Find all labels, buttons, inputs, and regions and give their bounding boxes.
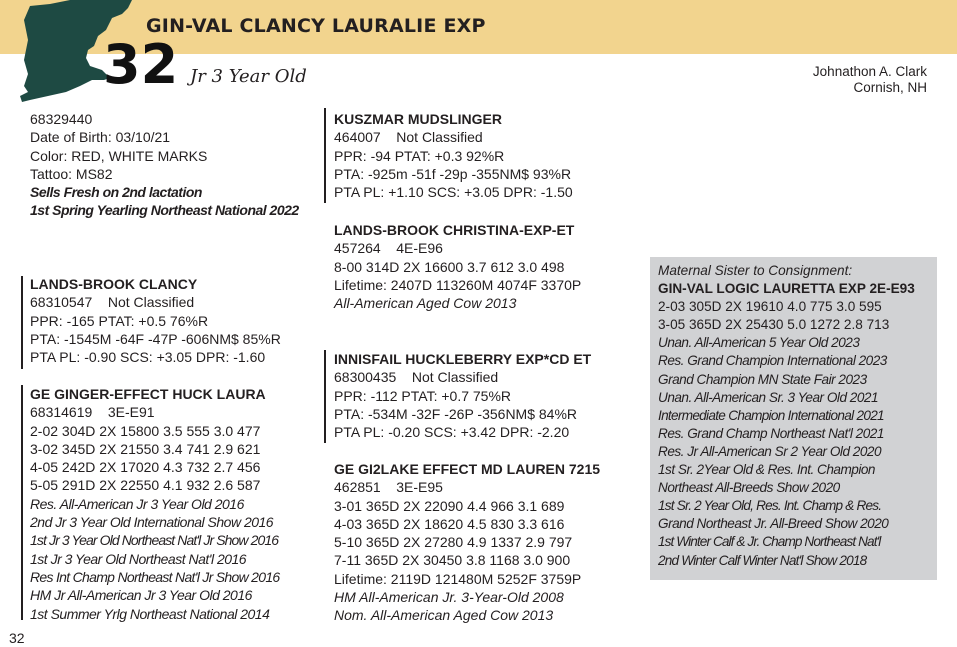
owner-name: Johnathon A. Clark bbox=[812, 64, 927, 79]
maternal-sister-award: Res. Grand Champ Northeast Nat'l 2021 bbox=[658, 425, 884, 441]
dam-award: 2nd Jr 3 Year Old International Show 2016 bbox=[30, 514, 274, 531]
pedigree-line-dam bbox=[21, 385, 23, 620]
dam-sire-reg: 68300435 Not Classified bbox=[334, 369, 499, 386]
dam-award: Res. All-American Jr 3 Year Old 2016 bbox=[30, 495, 244, 512]
sire-dam-reg: 457264 4E-E96 bbox=[334, 240, 443, 257]
dam-award: 1st Jr 3 Year Old Northeast Nat'l 2016 bbox=[30, 550, 247, 567]
pedigree-line-dam-sire bbox=[324, 350, 326, 443]
maternal-sister-record: 2-03 305D 2X 19610 4.0 775 3.0 595 bbox=[658, 299, 882, 315]
dam-record: 5-05 291D 2X 22550 4.1 932 2.6 587 bbox=[30, 477, 261, 494]
maternal-sister-award: Grand Northeast Jr. All-Breed Show 2020 bbox=[658, 516, 889, 532]
dam-dam-lifetime: Lifetime: 2119D 121480M 5252F 3759P bbox=[334, 570, 582, 587]
sire-sire-reg: 464007 Not Classified bbox=[334, 129, 483, 146]
dam-dam-name: GE GI2LAKE EFFECT MD LAUREN 7215 bbox=[334, 461, 601, 477]
maternal-sister-name: GIN-VAL LOGIC LAURETTA EXP 2E-E93 bbox=[658, 281, 915, 297]
show-note: 1st Spring Yearling Northeast National 2022 bbox=[30, 202, 299, 219]
sire-pta-pl: PTA PL: -0.90 SCS: +3.05 DPR: -1.60 bbox=[30, 349, 266, 366]
sire-dam-block bbox=[334, 221, 581, 312]
maternal-sister-award: Unan. All-American Sr. 3 Year Old 2021 bbox=[658, 389, 879, 405]
dam-dam-record: 4-03 365D 2X 18620 4.5 830 3.3 616 bbox=[334, 515, 565, 532]
maternal-sister-heading: Maternal Sister to Consignment: bbox=[658, 263, 853, 278]
owner-location: Cornish, NH bbox=[853, 80, 927, 95]
sire-pta: PTA: -1545M -64F -47P -606NM$ 85%R bbox=[30, 330, 281, 347]
dam-award: HM Jr All-American Jr 3 Year Old 2016 bbox=[30, 587, 252, 604]
class-label: Jr 3 Year Old bbox=[190, 66, 307, 87]
dam-dam-record: 7-11 365D 2X 30450 3.8 1168 3.0 900 bbox=[334, 552, 571, 569]
dam-dam-award: HM All-American Jr. 3-Year-Old 2008 bbox=[334, 589, 564, 606]
dam-dam-block bbox=[334, 460, 600, 625]
dam-reg: 68314619 3E-E91 bbox=[30, 404, 155, 421]
dam-dam-record: 5-10 365D 2X 27280 4.9 1337 2.9 797 bbox=[334, 534, 573, 551]
sire-block bbox=[30, 275, 281, 366]
maternal-sister-award: Res. Jr All-American Sr 2 Year Old 2020 bbox=[658, 443, 882, 459]
sire-dam-award: All-American Aged Cow 2013 bbox=[334, 295, 517, 312]
maternal-sister-award: Intermediate Champion International 2021 bbox=[658, 407, 884, 423]
reg-number: 68329440 bbox=[30, 111, 93, 127]
tattoo: Tattoo: MS82 bbox=[30, 165, 113, 182]
animal-color: Color: RED, WHITE MARKS bbox=[30, 147, 208, 164]
sire-dam-name: LANDS-BROOK CHRISTINA-EXP-ET bbox=[334, 222, 575, 238]
sire-ppr: PPR: -165 PTAT: +0.5 76%R bbox=[30, 312, 209, 329]
maternal-sister-award: Res. Grand Champion International 2023 bbox=[658, 353, 887, 369]
dam-record: 2-02 304D 2X 15800 3.5 555 3.0 477 bbox=[30, 422, 261, 439]
dam-dam-award: Nom. All-American Aged Cow 2013 bbox=[334, 607, 554, 624]
dam-award: 1st Jr 3 Year Old Northeast Nat'l Jr Show 2016 bbox=[30, 532, 279, 549]
pedigree-line-sire bbox=[21, 276, 23, 369]
dam-award: 1st Summer Yrlg Northeast National 2014 bbox=[30, 605, 270, 622]
dam-dam-reg: 462851 3E-E95 bbox=[334, 479, 443, 496]
sire-sire-name: KUSZMAR MUDSLINGER bbox=[334, 111, 502, 127]
dam-sire-block bbox=[334, 350, 591, 441]
maternal-sister-record: 3-05 365D 2X 25430 5.0 1272 2.8 713 bbox=[658, 317, 890, 333]
maternal-sister-award: 1st Sr. 2Year Old & Res. Int. Champion bbox=[658, 462, 875, 478]
dam-sire-name: INNISFAIL HUCKLEBERRY EXP*CD ET bbox=[334, 351, 592, 367]
sire-sire-block bbox=[334, 110, 573, 201]
maternal-sister-award: 1st Winter Calf & Jr. Champ Northeast Nat'l bbox=[658, 534, 881, 550]
sire-sire-ppr: PPR: -94 PTAT: +0.3 92%R bbox=[334, 147, 505, 164]
owner-info bbox=[813, 64, 927, 96]
page-number: 32 bbox=[9, 630, 25, 646]
dam-sire-ppr: PPR: -112 PTAT: +0.7 75%R bbox=[334, 387, 512, 404]
pedigree-line-sire-sire bbox=[324, 108, 326, 203]
dam-dam-record: 3-01 365D 2X 22090 4.4 966 3.1 689 bbox=[334, 497, 565, 514]
sire-dam-record: 8-00 314D 2X 16600 3.7 612 3.0 498 bbox=[334, 258, 565, 275]
lot-number: 32 bbox=[103, 33, 179, 96]
maternal-sister-award: Northeast All-Breeds Show 2020 bbox=[658, 480, 840, 496]
sire-dam-lifetime: Lifetime: 2407D 113260M 4074F 3370P bbox=[334, 276, 582, 293]
dam-sire-pta: PTA: -534M -32F -26P -356NM$ 84%R bbox=[334, 405, 578, 422]
dam-sire-pta-pl: PTA PL: -0.20 SCS: +3.42 DPR: -2.20 bbox=[334, 424, 570, 441]
maternal-sister-box bbox=[650, 257, 937, 580]
sire-reg: 68310547 Not Classified bbox=[30, 294, 195, 311]
sire-sire-pta-pl: PTA PL: +1.10 SCS: +3.05 DPR: -1.50 bbox=[334, 184, 573, 201]
animal-name-title: GIN-VAL CLANCY LAURALIE EXP bbox=[146, 15, 486, 37]
maternal-sister-award: 1st Sr. 2 Year Old, Res. Int. Champ & Res. bbox=[658, 498, 882, 514]
sire-name: LANDS-BROOK CLANCY bbox=[30, 276, 198, 292]
dam-name: GE GINGER-EFFECT HUCK LAURA bbox=[30, 386, 266, 402]
maternal-sister-award: 2nd Winter Calf Winter Nat'l Show 2018 bbox=[658, 552, 867, 568]
animal-info bbox=[30, 110, 299, 220]
sire-sire-pta: PTA: -925m -51f -29p -355NM$ 93%R bbox=[334, 165, 572, 182]
dam-block bbox=[30, 385, 280, 623]
dam-record: 4-05 242D 2X 17020 4.3 732 2.7 456 bbox=[30, 459, 261, 476]
sale-note: Sells Fresh on 2nd lactation bbox=[30, 184, 202, 201]
dam-award: Res Int Champ Northeast Nat'l Jr Show 2016 bbox=[30, 568, 280, 585]
dam-record: 3-02 345D 2X 21550 3.4 741 2.9 621 bbox=[30, 440, 261, 457]
date-of-birth: Date of Birth: 03/10/21 bbox=[30, 129, 171, 146]
maternal-sister-award: Unan. All-American 5 Year Old 2023 bbox=[658, 335, 860, 351]
maternal-sister-award: Grand Champion MN State Fair 2023 bbox=[658, 371, 867, 387]
